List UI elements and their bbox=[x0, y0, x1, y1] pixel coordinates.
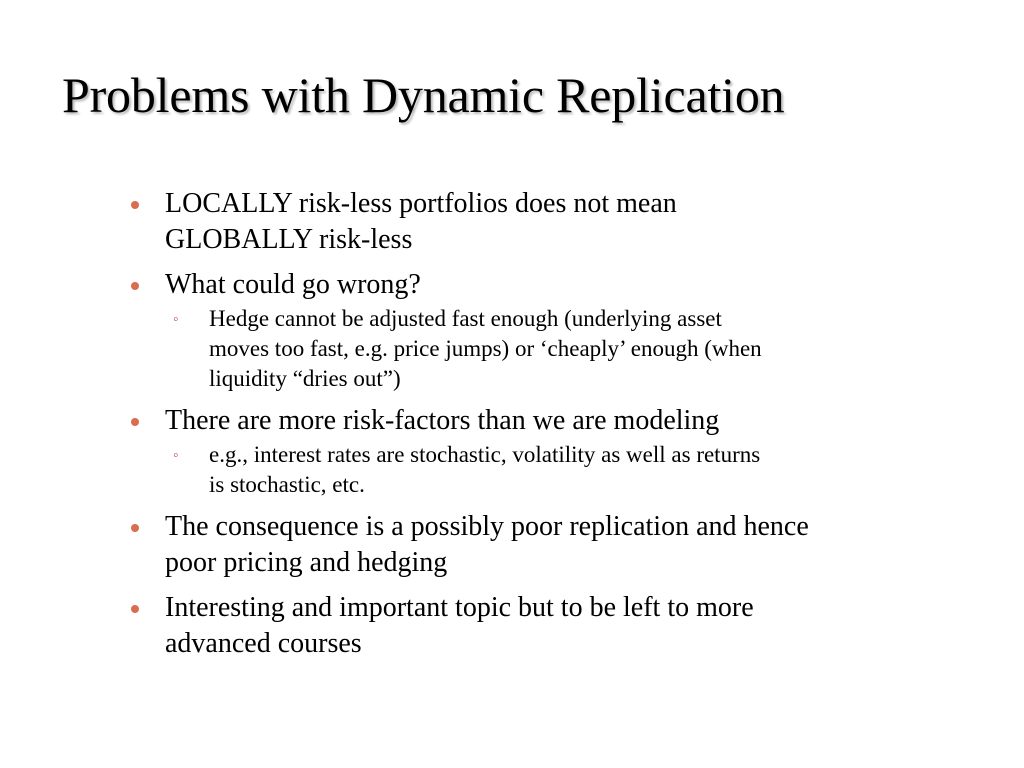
bullet-text: What could go wrong? bbox=[165, 269, 421, 300]
sub-bullet-list bbox=[173, 304, 818, 394]
bullet-item bbox=[128, 186, 818, 258]
sub-bullet-text: e.g., interest rates are stochastic, volatility as well as returns is stochastic, etc. bbox=[209, 442, 761, 497]
bullet-dot-icon bbox=[131, 201, 139, 209]
bullet-text: LOCALLY risk-less portfolios does not mean GLOBALLY risk-less bbox=[165, 188, 677, 255]
hollow-circle-icon: ◦ bbox=[173, 447, 179, 464]
sub-bullet-text: Hedge cannot be adjusted fast enough (underlying asset moves too fast, e.g. price jumps) or ‘cheaply’ enough (when liquidity “dries out”) bbox=[209, 306, 762, 391]
sub-bullet-item bbox=[173, 440, 779, 500]
hollow-circle-icon: ◦ bbox=[173, 311, 179, 328]
bullet-item bbox=[128, 590, 818, 662]
bullet-dot-icon bbox=[131, 605, 139, 613]
bullet-text: Interesting and important topic but to be left to more advanced courses bbox=[165, 592, 754, 659]
sub-bullet-list bbox=[173, 440, 818, 500]
bullet-dot-icon bbox=[131, 418, 139, 426]
bullet-text: The consequence is a possibly poor replication and hence poor pricing and hedging bbox=[165, 511, 809, 578]
slide-title: Problems with Dynamic Replication bbox=[62, 67, 785, 123]
bullet-dot-icon bbox=[131, 524, 139, 532]
bullet-item bbox=[128, 509, 818, 581]
bullet-item bbox=[128, 267, 818, 394]
bullet-item bbox=[128, 403, 818, 500]
bullet-dot-icon bbox=[131, 282, 139, 290]
bullet-list bbox=[128, 186, 818, 671]
bullet-text: There are more risk-factors than we are modeling bbox=[165, 405, 720, 436]
sub-bullet-item bbox=[173, 304, 779, 394]
